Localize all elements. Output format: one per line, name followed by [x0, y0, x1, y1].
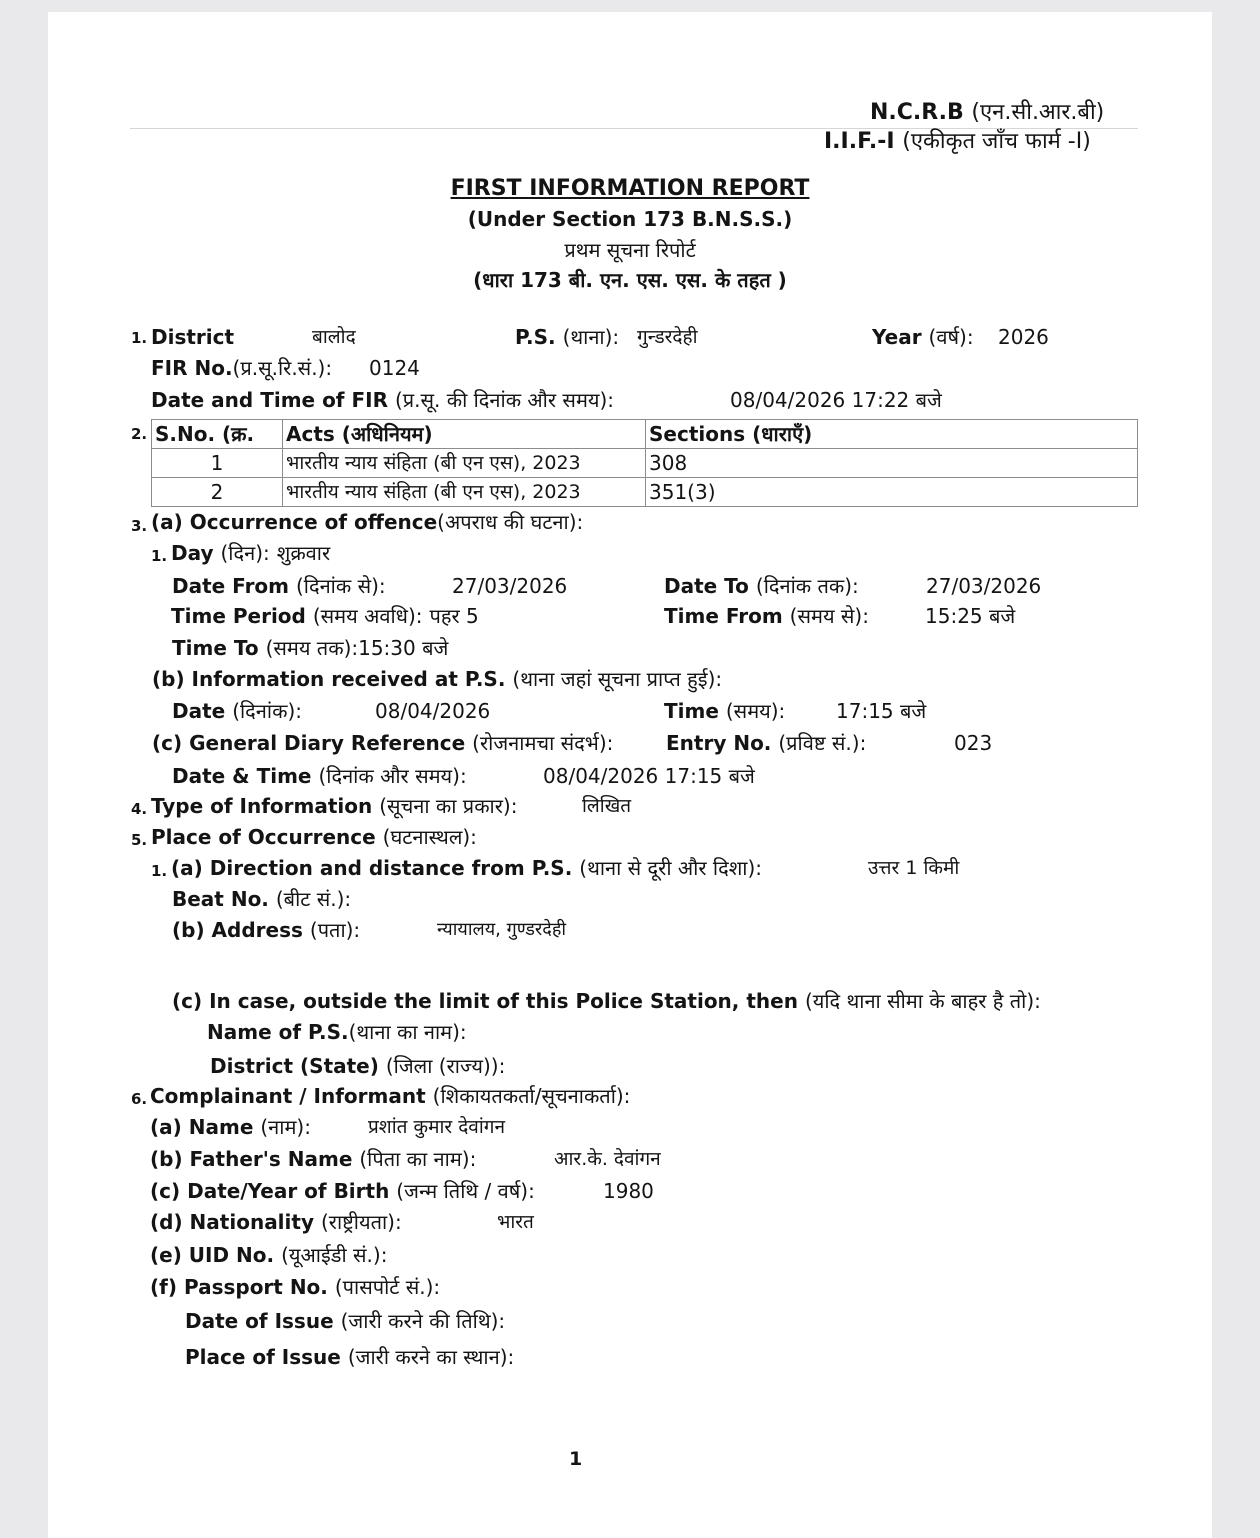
table-cell-section: 308 — [646, 449, 1138, 478]
time-from-label: Time From — [664, 604, 783, 628]
dob-field — [150, 1179, 535, 1203]
place-sub-number: 1. — [151, 862, 168, 880]
address-value: न्यायालय, गुण्डरदेही — [437, 919, 567, 940]
outside-limit-heading — [172, 989, 1041, 1013]
iif-label: I.I.F.-I — [824, 129, 895, 154]
ps-hindi: (थाना): — [562, 325, 620, 349]
address-field — [172, 918, 360, 942]
other-ps-name-label: Name of P.S. — [207, 1020, 349, 1044]
info-time-hindi: (समय): — [725, 699, 786, 723]
ncrb-label: N.C.R.B — [870, 100, 964, 125]
address-hindi: (पता): — [309, 918, 361, 942]
other-district-field — [210, 1054, 505, 1078]
fir-no-value: 0124 — [369, 356, 420, 380]
time-period-value: पहर 5 — [429, 604, 479, 628]
issue-date-field — [185, 1309, 505, 1333]
complainant-name-field — [150, 1115, 311, 1139]
time-to-field — [172, 636, 448, 660]
ps-label: P.S. — [515, 325, 556, 349]
ps-value: गुन्डरदेही — [637, 326, 698, 348]
date-to-field — [664, 574, 859, 598]
dob-label: (c) Date/Year of Birth — [150, 1179, 390, 1203]
complainant-name-value: प्रशांत कुमार देवांगन — [368, 1116, 506, 1138]
section-3-number: 3. — [131, 517, 148, 535]
table-cell-sno: 2 — [152, 478, 283, 507]
district-value: बालोद — [312, 326, 356, 348]
issue-place-label: Place of Issue — [185, 1345, 341, 1369]
ps-field — [515, 325, 619, 349]
other-ps-name-field — [207, 1020, 467, 1044]
dob-hindi: (जन्म तिथि / वर्ष): — [396, 1179, 535, 1203]
time-from-hindi: (समय से): — [789, 604, 869, 628]
table-row — [152, 478, 1138, 507]
report-subtitle-hindi: (धारा 173 बी. एन. एस. एस. के तहत ) — [473, 268, 787, 292]
time-from-value: 15:25 बजे — [925, 604, 1016, 628]
beat-no-label: Beat No. — [172, 887, 269, 911]
time-to-value: 15:30 बजे — [358, 636, 449, 660]
report-subtitle: (Under Section 173 B.N.S.S.) — [467, 207, 793, 231]
year-label: Year — [872, 325, 922, 349]
place-label: Place of Occurrence — [151, 825, 376, 849]
info-received-label: (b) Information received at P.S. — [152, 667, 506, 691]
table-header-row — [152, 420, 1138, 449]
page-number: 1 — [569, 1448, 583, 1470]
uid-label: (e) UID No. — [150, 1243, 275, 1267]
section-4-number: 4. — [131, 800, 148, 818]
acts-sections-table — [151, 419, 1138, 507]
occurrence-label: (a) Occurrence of offence — [151, 510, 438, 534]
day-label: Day — [171, 541, 214, 565]
nationality-hindi: (राष्ट्रीयता): — [320, 1210, 402, 1234]
direction-label: (a) Direction and distance from P.S. — [171, 856, 573, 880]
fir-no-field — [151, 356, 332, 380]
info-date-value: 08/04/2026 — [375, 699, 491, 723]
father-name-value: आर.के. देवांगन — [554, 1148, 661, 1170]
date-to-label: Date To — [664, 574, 749, 598]
complainant-hindi: (शिकायतकर्ता/सूचनाकर्ता): — [432, 1084, 631, 1108]
iif-hindi: (एकीकृत जाँच फार्म -I) — [902, 129, 1091, 154]
passport-hindi: (पासपोर्ट सं.): — [334, 1275, 441, 1299]
gd-datetime-label: Date & Time — [172, 764, 312, 788]
fir-datetime-value: 08/04/2026 17:22 बजे — [730, 388, 942, 412]
time-period-hindi: (समय अवधि): — [312, 604, 423, 628]
beat-no-field — [172, 887, 351, 911]
entry-no-value: 023 — [954, 731, 993, 755]
info-type-value: लिखित — [582, 795, 632, 817]
passport-label: (f) Passport No. — [150, 1275, 328, 1299]
other-ps-name-hindi: (थाना का नाम): — [348, 1020, 467, 1044]
direction-value: उत्तर 1 किमी — [868, 857, 960, 879]
issue-place-field — [185, 1345, 514, 1369]
year-value: 2026 — [998, 325, 1049, 349]
time-period-label: Time Period — [171, 604, 306, 628]
report-title: FIRST INFORMATION REPORT — [450, 176, 810, 201]
complainant-heading — [150, 1084, 630, 1108]
time-to-hindi: (समय तक): — [265, 636, 359, 660]
info-date-label: Date — [172, 699, 226, 723]
year-hindi: (वर्ष): — [928, 325, 974, 349]
table-row — [152, 449, 1138, 478]
info-received-hindi: (थाना जहां सूचना प्राप्त हुई): — [512, 667, 723, 691]
date-from-hindi: (दिनांक से): — [295, 574, 386, 598]
occurrence-heading — [151, 510, 583, 534]
info-type-field — [151, 794, 517, 818]
document-page — [48, 12, 1212, 1538]
uid-hindi: (यूआईडी सं.): — [281, 1243, 388, 1267]
entry-no-label: Entry No. — [666, 731, 772, 755]
entry-no-hindi: (प्रविष्ट सं.): — [778, 731, 867, 755]
place-hindi: (घटनास्थल): — [382, 825, 477, 849]
dob-value: 1980 — [603, 1179, 654, 1203]
fir-no-label: FIR No. — [151, 356, 233, 380]
uid-field — [150, 1243, 387, 1267]
info-date-field — [172, 699, 302, 723]
section-6-number: 6. — [131, 1090, 148, 1108]
date-to-hindi: (दिनांक तक): — [755, 574, 859, 598]
complainant-name-hindi: (नाम): — [260, 1115, 311, 1139]
father-name-label: (b) Father's Name — [150, 1147, 353, 1171]
issue-date-label: Date of Issue — [185, 1309, 334, 1333]
table-cell-act: भारतीय न्याय संहिता (बी एन एस), 2023 — [283, 478, 646, 507]
ncrb-header — [870, 100, 1104, 126]
section-1-number: 1. — [131, 329, 148, 347]
occurrence-sub-number: 1. — [151, 547, 168, 565]
fir-no-hindi: (प्र.सू.रि.सं.): — [232, 356, 333, 380]
gd-reference-label: (c) General Diary Reference — [152, 731, 466, 755]
section-2-number: 2. — [131, 425, 148, 443]
time-from-field — [664, 604, 869, 628]
direction-field — [171, 856, 762, 880]
info-time-label: Time — [664, 699, 719, 723]
info-received-heading — [152, 667, 722, 691]
info-time-value: 17:15 बजे — [836, 699, 927, 723]
entry-no-field — [666, 731, 866, 755]
issue-place-hindi: (जारी करने का स्थान): — [347, 1345, 515, 1369]
outside-limit-label: (c) In case, outside the limit of this Police Station, then — [172, 989, 798, 1013]
fir-datetime-label: Date and Time of FIR — [151, 388, 388, 412]
fir-datetime-field — [151, 388, 614, 412]
day-field — [171, 541, 330, 565]
info-time-field — [664, 699, 785, 723]
day-hindi: (दिन): — [220, 541, 270, 565]
gd-reference-heading — [152, 731, 613, 755]
date-from-field — [172, 574, 386, 598]
outside-limit-hindi: (यदि थाना सीमा के बाहर है तो): — [804, 989, 1041, 1013]
report-title-hindi: प्रथम सूचना रिपोर्ट — [564, 238, 696, 262]
complainant-label: Complainant / Informant — [150, 1084, 426, 1108]
day-value: शुक्रवार — [276, 541, 331, 565]
gd-reference-hindi: (रोजनामचा संदर्भ): — [472, 731, 614, 755]
complainant-name-label: (a) Name — [150, 1115, 254, 1139]
year-field — [872, 325, 974, 349]
section-5-number: 5. — [131, 831, 148, 849]
gd-datetime-field — [172, 764, 467, 788]
nationality-label: (d) Nationality — [150, 1210, 314, 1234]
other-district-label: District (State) — [210, 1054, 379, 1078]
place-heading — [151, 825, 477, 849]
gd-datetime-hindi: (दिनांक और समय): — [318, 764, 467, 788]
direction-hindi: (थाना से दूरी और दिशा): — [579, 856, 763, 880]
time-to-label: Time To — [172, 636, 259, 660]
beat-no-hindi: (बीट सं.): — [275, 887, 352, 911]
father-name-hindi: (पिता का नाम): — [359, 1147, 477, 1171]
address-label: (b) Address — [172, 918, 303, 942]
iif-header — [824, 129, 1091, 155]
district-label: District — [151, 325, 235, 349]
info-date-hindi: (दिनांक): — [232, 699, 302, 723]
info-type-hindi: (सूचना का प्रकार): — [379, 794, 518, 818]
info-type-label: Type of Information — [151, 794, 373, 818]
nationality-value: भारत — [497, 1211, 534, 1233]
sections-header: Sections (धाराएँ) — [646, 420, 1138, 449]
father-name-field — [150, 1147, 476, 1171]
occurrence-hindi: (अपराध की घटना): — [437, 510, 584, 534]
date-to-value: 27/03/2026 — [926, 574, 1042, 598]
other-district-hindi: (जिला (राज्य)): — [385, 1054, 506, 1078]
table-cell-section: 351(3) — [646, 478, 1138, 507]
passport-field — [150, 1275, 440, 1299]
fir-datetime-hindi: (प्र.सू. की दिनांक और समय): — [394, 388, 615, 412]
table-cell-act: भारतीय न्याय संहिता (बी एन एस), 2023 — [283, 449, 646, 478]
nationality-field — [150, 1210, 402, 1234]
sno-header: S.No. (क्र. — [152, 420, 283, 449]
issue-date-hindi: (जारी करने की तिथि): — [340, 1309, 506, 1333]
ncrb-hindi: (एन.सी.आर.बी) — [971, 100, 1105, 125]
time-period-field — [171, 604, 479, 628]
date-from-label: Date From — [172, 574, 290, 598]
date-from-value: 27/03/2026 — [452, 574, 568, 598]
gd-datetime-value: 08/04/2026 17:15 बजे — [543, 764, 755, 788]
table-cell-sno: 1 — [152, 449, 283, 478]
acts-header: Acts (अधिनियम) — [283, 420, 646, 449]
